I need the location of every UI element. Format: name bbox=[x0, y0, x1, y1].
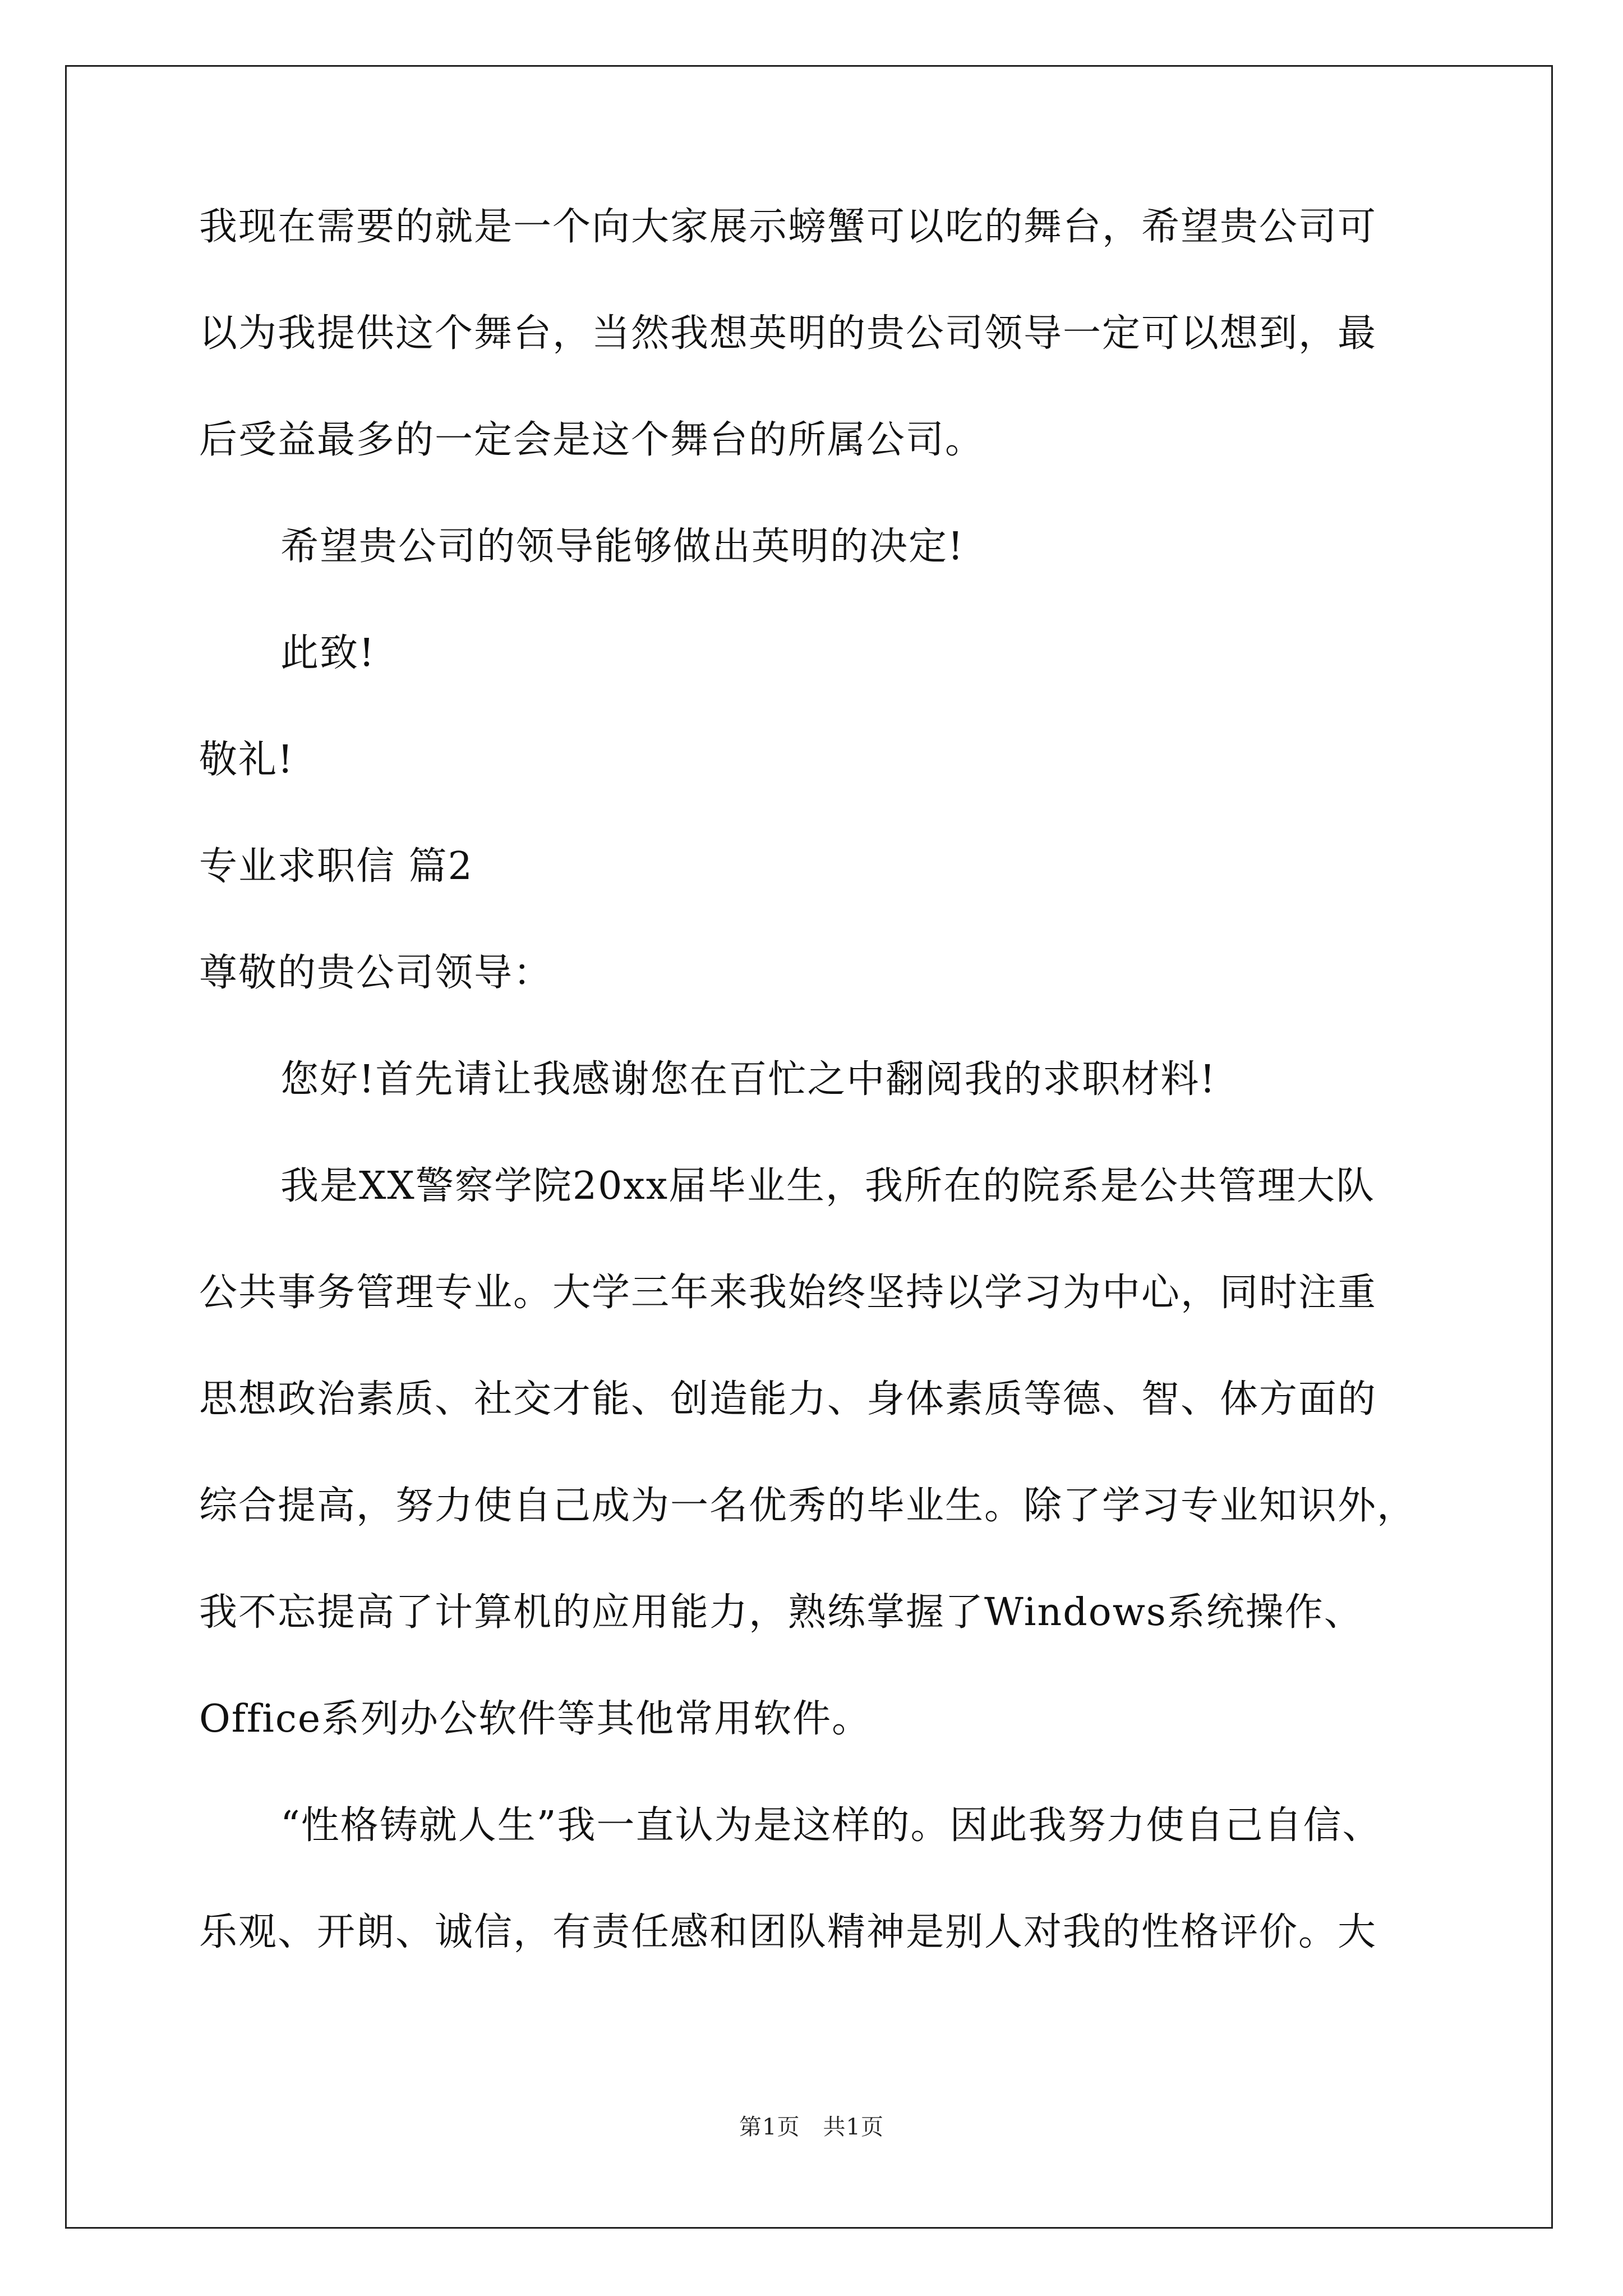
body-line: 以为我提供这个舞台，当然我想英明的贵公司领导一定可以想到，最 bbox=[199, 311, 1377, 356]
body-line: 希望贵公司的领导能够做出英明的决定! bbox=[280, 524, 965, 569]
closing-line: 此致! bbox=[280, 631, 376, 675]
body-line: “性格铸就人生”我一直认为是这样的。因此我努力使自己自信、 bbox=[280, 1803, 1382, 1848]
body-line: 思想政治素质、社交才能、创造能力、身体素质等德、智、体方面的 bbox=[199, 1377, 1377, 1421]
salutation: 尊敬的贵公司领导： bbox=[199, 951, 553, 995]
body-line: 您好!首先请让我感谢您在百忙之中翻阅我的求职材料! bbox=[280, 1057, 1216, 1102]
body-line: 我现在需要的就是一个向大家展示螃蟹可以吃的舞台，希望贵公司可 bbox=[199, 205, 1377, 249]
body-line: Office系列办公软件等其他常用软件。 bbox=[199, 1697, 872, 1741]
body-line: 后受益最多的一定会是这个舞台的所属公司。 bbox=[199, 418, 985, 462]
body-line: 公共事务管理专业。大学三年来我始终坚持以学习为中心，同时注重 bbox=[199, 1271, 1377, 1315]
body-line: 综合提高，努力使自己成为一名优秀的毕业生。除了学习专业知识外， bbox=[199, 1484, 1417, 1528]
body-line: 乐观、开朗、诚信，有责任感和团队精神是别人对我的性格评价。大 bbox=[199, 1910, 1377, 1954]
closing-line: 敬礼! bbox=[199, 738, 294, 782]
page-number-footer: 第1页 共1页 bbox=[739, 2114, 884, 2140]
body-line: 我不忘提高了计算机的应用能力，熟练掌握了Windows系统操作、 bbox=[199, 1590, 1363, 1635]
body-line: 我是XX警察学院20xx届毕业生，我所在的院系是公共管理大队 bbox=[280, 1164, 1376, 1208]
section-heading: 专业求职信 篇2 bbox=[199, 844, 473, 889]
